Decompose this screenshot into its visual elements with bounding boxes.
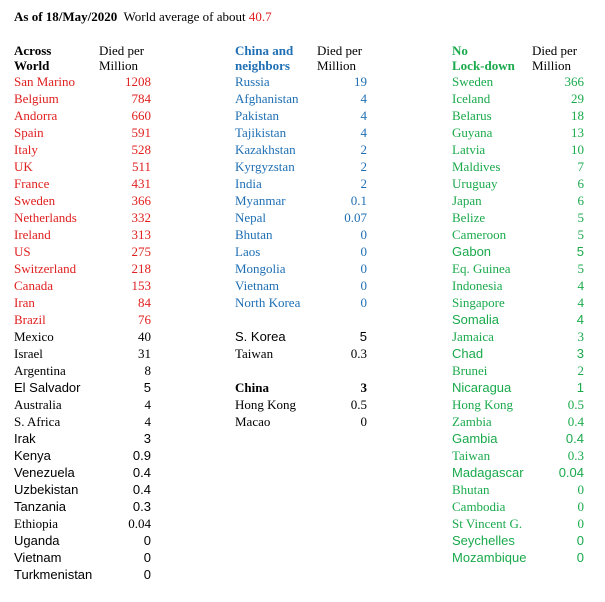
deaths-per-million: 0 [360, 295, 367, 310]
country-name: Ethiopia [14, 516, 59, 531]
row-spacer [235, 311, 367, 328]
deaths-per-million: 0 [577, 499, 584, 514]
deaths-per-million: 10 [571, 142, 584, 157]
deaths-per-million: 0 [577, 482, 584, 497]
deaths-per-million: 0.4 [567, 414, 584, 429]
deaths-per-million: 4 [144, 414, 151, 429]
table-row [235, 243, 367, 260]
country-name: El Salvador [14, 380, 81, 395]
deaths-per-million: 3 [143, 431, 151, 446]
country-name: Maldives [452, 159, 501, 174]
deaths-per-million: 0 [360, 244, 367, 259]
table-row [235, 192, 367, 209]
table-row [14, 141, 151, 158]
table-row [452, 294, 584, 311]
country-name: Belarus [452, 108, 492, 123]
country-name: Latvia [452, 142, 486, 157]
table-row [14, 362, 151, 379]
table-row [14, 124, 151, 141]
table-row [14, 396, 151, 413]
deaths-per-million: 31 [138, 346, 151, 361]
table-row [14, 498, 151, 515]
country-name: Seychelles [452, 533, 515, 548]
table-row [14, 277, 151, 294]
table-row [235, 141, 367, 158]
deaths-per-million: 84 [138, 295, 151, 310]
deaths-per-million: 2 [360, 159, 367, 174]
table-row [235, 413, 367, 430]
table-row [452, 379, 584, 396]
deaths-per-million: 4 [576, 312, 584, 327]
table-row [235, 90, 367, 107]
deaths-per-million: 0.07 [344, 210, 367, 225]
table-row [14, 311, 151, 328]
world-average-value: 40.7 [248, 9, 272, 24]
table-row [14, 549, 151, 566]
table-row [235, 226, 367, 243]
table-row [14, 243, 151, 260]
country-name: Kazakhstan [235, 142, 296, 157]
country-name: Indonesia [452, 278, 503, 293]
country-name: Andorra [14, 108, 58, 123]
deaths-per-million: 7 [577, 159, 584, 174]
deaths-per-million: 366 [131, 193, 151, 208]
deaths-per-million: 0.4 [565, 431, 584, 446]
country-name: Singapore [452, 295, 505, 310]
table-row [452, 345, 584, 362]
table-row [452, 107, 584, 124]
table-row [452, 192, 584, 209]
country-name: Mozambique [452, 550, 527, 565]
table-row [452, 328, 584, 345]
deaths-per-million: 591 [131, 125, 151, 140]
country-name: S. Korea [235, 329, 286, 344]
table-row [14, 345, 151, 362]
deaths-per-million: 5 [577, 227, 584, 242]
deaths-per-million: 0.4 [132, 482, 151, 497]
table-row [14, 73, 151, 90]
column-unit-label: Died per Million [532, 43, 578, 73]
table-row [452, 90, 584, 107]
deaths-per-million: 332 [131, 210, 151, 225]
deaths-per-million: 0 [577, 516, 584, 531]
deaths-per-million: 366 [564, 74, 584, 89]
country-name: Bhutan [452, 482, 490, 497]
table-row [452, 549, 584, 566]
deaths-per-million: 784 [131, 91, 151, 106]
table-row [14, 328, 151, 345]
date-label: As of 18/May/2020 [14, 9, 118, 24]
country-name: Mexico [14, 329, 54, 344]
table-row [235, 107, 367, 124]
country-name: Nicaragua [452, 380, 512, 395]
country-name: Zambia [452, 414, 492, 429]
country-name: Iceland [452, 91, 491, 106]
table-row [452, 481, 584, 498]
deaths-per-million: 1 [576, 380, 584, 395]
country-name: France [14, 176, 50, 191]
country-name: Irak [14, 431, 36, 446]
table-row [235, 328, 367, 345]
deaths-per-million: 29 [571, 91, 584, 106]
table-row [452, 413, 584, 430]
table-row [452, 175, 584, 192]
country-name: Uzbekistan [14, 482, 79, 497]
country-name: Spain [14, 125, 44, 140]
table-row [14, 379, 151, 396]
deaths-per-million: 218 [131, 261, 151, 276]
country-name: San Marino [14, 74, 76, 89]
table-row [235, 277, 367, 294]
country-name: North Korea [235, 295, 301, 310]
deaths-per-million: 0.3 [567, 448, 584, 463]
table-row [452, 532, 584, 549]
country-name: Chad [452, 346, 484, 361]
country-name: Ireland [14, 227, 51, 242]
table-row [14, 294, 151, 311]
deaths-per-million: 0 [576, 550, 584, 565]
country-name: Hong Kong [235, 397, 297, 412]
deaths-per-million: 431 [131, 176, 151, 191]
country-name: Vietnam [235, 278, 279, 293]
country-name: Sweden [14, 193, 56, 208]
table-row [14, 481, 151, 498]
table-row [14, 260, 151, 277]
table-row [452, 464, 584, 481]
deaths-per-million: 6 [577, 193, 584, 208]
table-row [14, 566, 151, 583]
country-name: Japan [452, 193, 482, 208]
deaths-per-million: 0.04 [128, 516, 151, 531]
country-name: Uruguay [452, 176, 498, 191]
table-row [235, 396, 367, 413]
deaths-per-million: 4 [360, 108, 367, 123]
deaths-per-million: 8 [144, 363, 151, 378]
deaths-per-million: 1208 [125, 74, 151, 89]
column-title: Across World [14, 43, 52, 73]
deaths-per-million: 0.3 [350, 346, 367, 361]
country-name: Australia [14, 397, 62, 412]
country-name: Belgium [14, 91, 59, 106]
deaths-per-million: 5 [576, 244, 584, 259]
country-name: Afghanistan [235, 91, 299, 106]
deaths-per-million: 40 [138, 329, 151, 344]
deaths-per-million: 5 [359, 329, 367, 344]
deaths-per-million: 0 [143, 550, 151, 565]
deaths-per-million: 18 [571, 108, 584, 123]
table-row [14, 209, 151, 226]
deaths-per-million: 6 [577, 176, 584, 191]
country-name: St Vincent G. [452, 516, 523, 531]
country-name: S. Africa [14, 414, 61, 429]
deaths-per-million: 528 [131, 142, 151, 157]
deaths-per-million: 0.3 [132, 499, 151, 514]
country-name: Nepal [235, 210, 267, 225]
country-name: Somalia [452, 312, 499, 327]
country-name: Italy [14, 142, 38, 157]
row-spacer [235, 362, 367, 379]
column-unit-label: Died per Million [317, 43, 363, 73]
page-header [14, 9, 272, 25]
column-header [14, 43, 151, 73]
deaths-per-million: 4 [360, 91, 367, 106]
deaths-per-million: 5 [143, 380, 151, 395]
deaths-per-million: 0 [143, 567, 151, 582]
deaths-per-million: 4 [144, 397, 151, 412]
country-name: Switzerland [14, 261, 77, 276]
country-name: Netherlands [14, 210, 77, 225]
country-name: Uganda [14, 533, 60, 548]
deaths-per-million: 76 [138, 312, 151, 327]
table-row [235, 158, 367, 175]
table-row [452, 311, 584, 328]
deaths-per-million: 2 [360, 176, 367, 191]
table-row [14, 192, 151, 209]
deaths-per-million: 4 [577, 278, 584, 293]
deaths-per-million: 13 [571, 125, 584, 140]
deaths-per-million: 2 [360, 142, 367, 157]
deaths-per-million: 0.5 [350, 397, 367, 412]
country-name: Cameroon [452, 227, 507, 242]
deaths-per-million: 275 [131, 244, 151, 259]
deaths-per-million: 313 [131, 227, 151, 242]
deaths-per-million: 0.04 [558, 465, 584, 480]
table-row [14, 447, 151, 464]
table-row [452, 498, 584, 515]
deaths-per-million: 3 [576, 346, 584, 361]
table-row [14, 430, 151, 447]
table-row [235, 260, 367, 277]
country-name: Laos [235, 244, 261, 259]
table-row [14, 464, 151, 481]
table-row [452, 430, 584, 447]
country-name: Myanmar [235, 193, 286, 208]
table-row [452, 158, 584, 175]
table-row [14, 90, 151, 107]
country-name: Jamaica [452, 329, 494, 344]
deaths-per-million: 0 [576, 533, 584, 548]
country-name: Russia [235, 74, 270, 89]
country-name: UK [14, 159, 33, 174]
table-row [452, 209, 584, 226]
table-row [452, 73, 584, 90]
country-name: Pakistan [235, 108, 280, 123]
country-name: Belize [452, 210, 486, 225]
deaths-per-million: 0 [360, 278, 367, 293]
country-name: Tanzania [14, 499, 67, 514]
country-name: Vietnam [14, 550, 62, 565]
country-name: Mongolia [235, 261, 286, 276]
deaths-per-million: 0.1 [350, 193, 367, 208]
table-row [14, 175, 151, 192]
country-name: Eq. Guinea [452, 261, 511, 276]
deaths-per-million: 3 [360, 380, 367, 395]
table-row [235, 345, 367, 362]
deaths-per-million: 5 [577, 210, 584, 225]
table-row [452, 447, 584, 464]
deaths-per-million: 2 [577, 363, 584, 378]
country-name: Taiwan [235, 346, 274, 361]
country-name: India [235, 176, 262, 191]
country-name: Venezuela [14, 465, 75, 480]
column-title: No Lock-down [452, 43, 515, 73]
country-name: Kenya [14, 448, 51, 463]
world-average-text: World average of about [123, 9, 246, 24]
deaths-per-million: 0 [143, 533, 151, 548]
deaths-per-million: 3 [577, 329, 584, 344]
table-row [14, 158, 151, 175]
country-name: Kyrgyzstan [235, 159, 295, 174]
table-row [14, 515, 151, 532]
deaths-per-million: 0.9 [132, 448, 151, 463]
table-row [452, 277, 584, 294]
column-unit-label: Died per Million [99, 43, 145, 73]
country-name: Macao [235, 414, 271, 429]
country-name: Bhutan [235, 227, 273, 242]
country-name: China [235, 380, 269, 395]
country-name: Guyana [452, 125, 493, 140]
deaths-per-million: 0 [360, 414, 367, 429]
deaths-per-million: 19 [354, 74, 367, 89]
deaths-per-million: 5 [577, 261, 584, 276]
country-name: Brazil [14, 312, 46, 327]
table-row [452, 226, 584, 243]
country-name: Turkmenistan [14, 567, 93, 582]
deaths-per-million: 511 [131, 159, 151, 174]
deaths-per-million: 660 [131, 108, 151, 123]
country-name: Madagascar [452, 465, 524, 480]
country-name: Taiwan [452, 448, 491, 463]
country-name: Gabon [452, 244, 492, 259]
china-neighbors-column [235, 43, 367, 430]
country-name: Canada [14, 278, 53, 293]
table-row [235, 379, 367, 396]
deaths-per-million: 4 [360, 125, 367, 140]
table-row [235, 175, 367, 192]
country-name: Israel [14, 346, 43, 361]
deaths-per-million: 4 [577, 295, 584, 310]
deaths-per-million: 0.4 [132, 465, 151, 480]
country-name: Tajikistan [235, 125, 287, 140]
table-row [235, 73, 367, 90]
country-name: Gambia [452, 431, 498, 446]
column-title: China and neighbors [235, 43, 294, 73]
country-name: US [14, 244, 31, 259]
table-row [452, 362, 584, 379]
table-row [14, 107, 151, 124]
country-name: Cambodia [452, 499, 506, 514]
no-lockdown-column [452, 43, 584, 566]
column-header [235, 43, 367, 73]
deaths-per-million: 153 [131, 278, 151, 293]
deaths-per-million: 0.5 [567, 397, 584, 412]
across-world-column [14, 43, 151, 583]
table-row [14, 226, 151, 243]
table-row [452, 141, 584, 158]
table-row [452, 515, 584, 532]
table-row [452, 243, 584, 260]
deaths-per-million: 0 [360, 227, 367, 242]
country-name: Hong Kong [452, 397, 514, 412]
deaths-per-million: 0 [360, 261, 367, 276]
country-name: Argentina [14, 363, 66, 378]
table-row [235, 124, 367, 141]
table-row [235, 209, 367, 226]
country-name: Iran [14, 295, 35, 310]
country-name: Brunei [452, 363, 488, 378]
table-row [452, 396, 584, 413]
table-row [452, 124, 584, 141]
table-row [235, 294, 367, 311]
country-name: Sweden [452, 74, 494, 89]
table-row [452, 260, 584, 277]
table-row [14, 532, 151, 549]
column-header [452, 43, 584, 73]
table-row [14, 413, 151, 430]
